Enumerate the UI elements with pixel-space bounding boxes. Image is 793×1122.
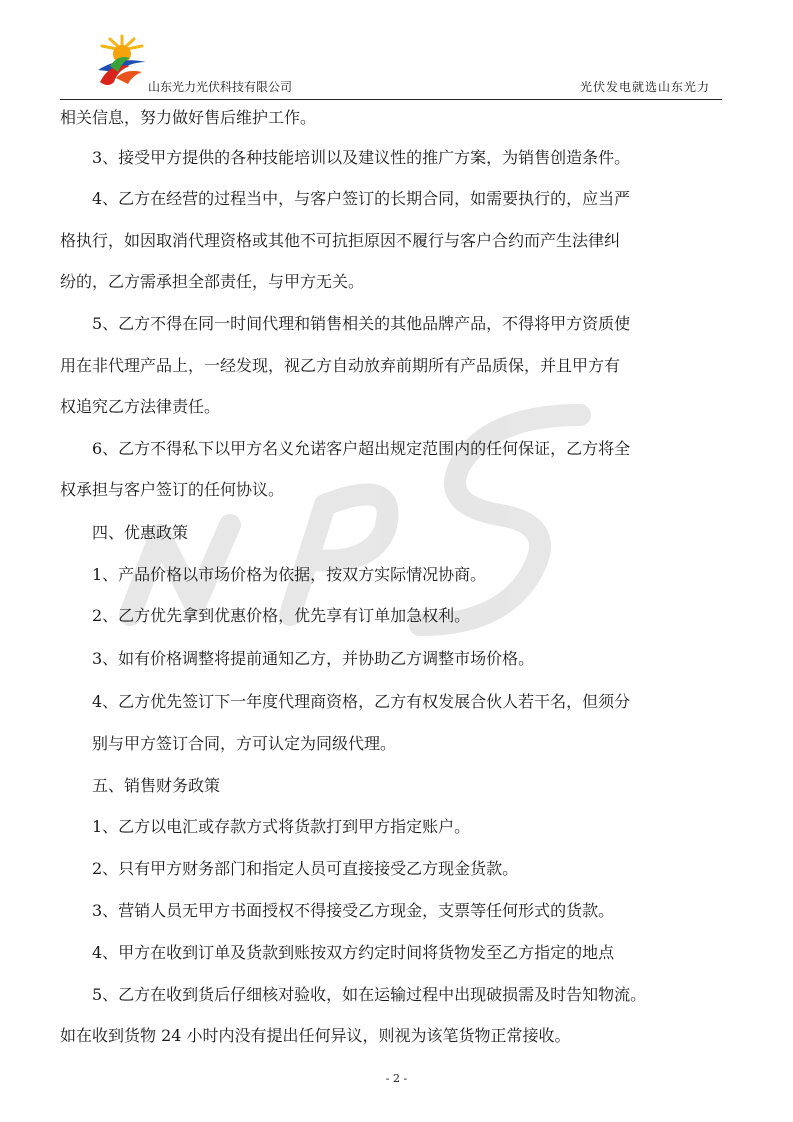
text-line: 4、乙方优先签订下一年度代理商资格，乙方有权发展合伙人若干名，但须分: [60, 692, 631, 711]
text-line: 3、如有价格调整将提前通知乙方，并协助乙方调整市场价格。: [60, 649, 535, 668]
text-line: 3、营销人员无甲方书面授权不得接受乙方现金，支票等任何形式的货款。: [60, 901, 615, 920]
header-rule: [60, 99, 722, 100]
text-line: 别与甲方签订合同，方可认定为同级代理。: [60, 734, 397, 753]
text-line: 格执行，如因取消代理资格或其他不可抗拒原因不履行与客户合约而产生法律纠: [60, 231, 621, 250]
text-line: 用在非代理产品上，一经发现，视乙方自动放弃前期所有产品质保，并且甲方有: [60, 356, 621, 375]
text-line: 1、产品价格以市场价格为依据，按双方实际情况协商。: [60, 565, 487, 584]
text-line: 6、乙方不得私下以甲方名义允诺客户超出规定范围内的任何保证，乙方将全: [60, 439, 631, 458]
text-line: 权承担与客户签订的任何协议。: [60, 480, 285, 499]
section-heading: 四、优惠政策: [60, 523, 189, 542]
text-line: 1、乙方以电汇或存款方式将货款打到甲方指定账户。: [60, 817, 471, 836]
sun-logo-icon: [90, 32, 154, 90]
header-slogan: 光伏发电就选山东光力: [580, 80, 711, 94]
text-line: 4、甲方在收到订单及货款到账按双方约定时间将货物发至乙方指定的地点: [60, 943, 615, 962]
text-line: 权追究乙方法律责任。: [60, 397, 221, 416]
company-name: 山东光力光伏科技有限公司: [148, 80, 293, 94]
text-line: 纷的，乙方需承担全部责任，与甲方无关。: [60, 272, 365, 291]
page-header: [0, 0, 793, 100]
text-line: 2、只有甲方财务部门和指定人员可直接接受乙方现金货款。: [60, 859, 519, 878]
text-line: 4、乙方在经营的过程当中，与客户签订的长期合同，如需要执行的，应当严: [60, 189, 631, 208]
text-line: 2、乙方优先拿到优惠价格，优先享有订单加急权利。: [60, 606, 471, 625]
text-line: 5、乙方在收到货后仔细核对验收，如在运输过程中出现破损需及时告知物流。: [60, 985, 647, 1004]
text-line: 5、乙方不得在同一时间代理和销售相关的其他品牌产品，不得将甲方资质使: [60, 314, 631, 333]
section-heading: 五、销售财务政策: [60, 776, 221, 795]
text-line: 相关信息，努力做好售后维护工作。: [60, 108, 317, 127]
page-number: - 2 -: [385, 1072, 408, 1085]
text-line: 如在收到货物 24 小时内没有提出任何异议，则视为该笔货物正常接收。: [60, 1026, 571, 1045]
text-line: 3、接受甲方提供的各种技能培训以及建议性的推广方案，为销售创造条件。: [60, 148, 631, 167]
